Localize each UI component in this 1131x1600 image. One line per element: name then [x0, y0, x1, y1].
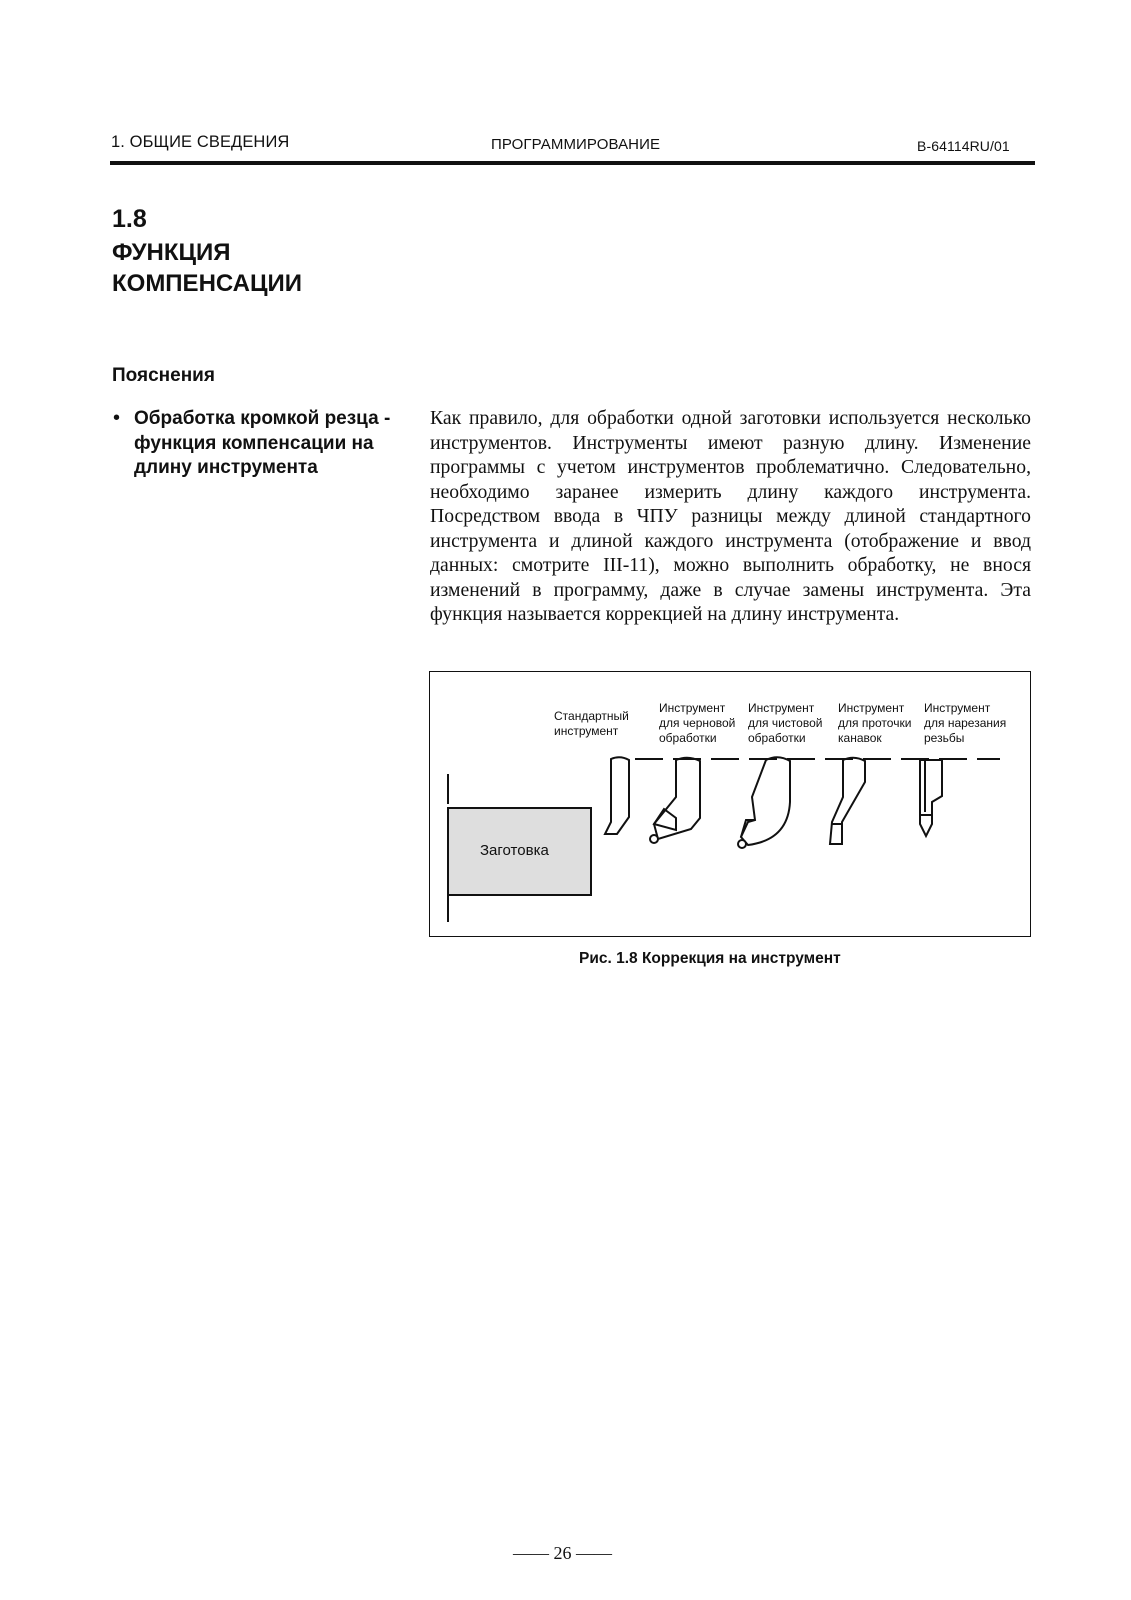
tool-label-threading: Инструмент для нарезания резьбы — [924, 701, 1007, 745]
figure-tool-compensation — [429, 671, 1031, 937]
page-number-value: 26 — [553, 1543, 572, 1563]
bullet-heading: Обработка кромкой резца - функция компенсации на длину инструмента — [134, 408, 391, 478]
figure-caption: Рис. 1.8 Коррекция на инструмент — [579, 950, 841, 967]
section-number: 1.8 — [112, 205, 147, 233]
tool-label-grooving: Инструмент для проточки канавок — [838, 701, 912, 745]
roughing-tool-icon — [650, 758, 700, 843]
header-rule — [110, 161, 1035, 165]
grooving-tool-icon — [830, 758, 865, 844]
threading-tool-icon — [920, 760, 942, 836]
header-doc-code: B-64114RU/01 — [917, 138, 1010, 154]
tool-label-roughing: Инструмент для черновой обработки — [659, 701, 736, 745]
header-manual-title: ПРОГРАММИРОВАНИЕ — [491, 136, 661, 153]
tool-label-standard: Стандартный инструмент — [554, 709, 629, 738]
tool-label-finishing: Инструмент для чистовой обработки — [748, 701, 823, 745]
page-number: —— 26 —— — [513, 1543, 612, 1563]
bullet-icon: • — [113, 407, 121, 429]
subheading: Пояснения — [112, 365, 215, 386]
body-paragraph: Как правило, для обработки одной заготовки используется несколько инструментов. Инструменты имеют разную длину. Изменение программы с учетом инструментов проблематично. Следовательно, необходимо заранее измерить длину каждого инструмента. Посредством ввода в ЧПУ разницы между длиной стандартного инструмента и длиной каждого инструмента (отображение и ввод данных: смотрите III-11), можно выполнить обработку, не внося изменений в программу, даже в случае замены инструмента. Эта функция называется коррекцией на длину инструмента. — [430, 407, 1031, 625]
standard-tool-icon — [605, 757, 629, 834]
header-chapter: 1. ОБЩИЕ СВЕДЕНИЯ — [111, 133, 290, 151]
workpiece-label: Заготовка — [480, 842, 549, 859]
section-title: ФУНКЦИЯ КОМПЕНСАЦИИ — [112, 239, 302, 297]
finishing-tool-icon — [738, 757, 790, 848]
